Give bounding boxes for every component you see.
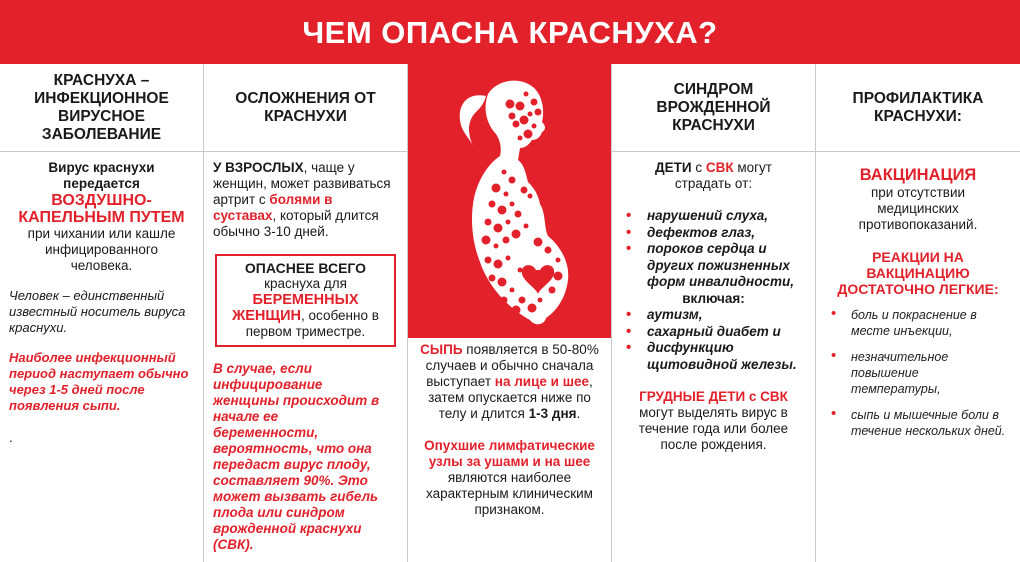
rash-dot bbox=[518, 136, 523, 141]
rash-dot bbox=[498, 278, 507, 287]
rash-spread: , затем опускается ниже по телу и длится bbox=[428, 374, 593, 421]
rash-dot bbox=[509, 113, 516, 120]
rash-dot bbox=[489, 201, 496, 208]
rash-dot bbox=[513, 121, 520, 128]
crs-intro bbox=[621, 160, 806, 192]
reactions-list bbox=[825, 307, 1011, 439]
transmission-text bbox=[9, 160, 194, 274]
transmission-details: при чихании или кашле инфицированного человека. bbox=[27, 226, 176, 273]
rash-dot bbox=[510, 288, 515, 293]
rash-label: СЫПЬ bbox=[420, 342, 463, 357]
crs-symptoms-list bbox=[621, 208, 806, 373]
warning-title: ОПАСНЕЕ ВСЕГО bbox=[244, 260, 367, 276]
rash-dot bbox=[494, 244, 499, 249]
crs-abbr: СВК bbox=[705, 160, 734, 175]
column-illustration bbox=[408, 64, 612, 562]
pregnancy-warning-box bbox=[215, 254, 396, 347]
rash-dot bbox=[498, 206, 507, 215]
rash-dot bbox=[506, 256, 511, 261]
face-neck: на лице и шее bbox=[494, 374, 589, 389]
rash-text bbox=[416, 342, 603, 422]
column-header: ОСЛОЖНЕНИЯ ОТ КРАСНУХИ bbox=[204, 64, 407, 152]
column-infection bbox=[0, 64, 204, 562]
trailing-dot: . bbox=[9, 430, 13, 445]
illustration-panel bbox=[408, 64, 611, 338]
arthritis-text: , чаще у женщин, может развиваться артрит с bbox=[213, 160, 391, 207]
airborne-route: ВОЗДУШНО-КАПЕЛЬНЫМ ПУТЕМ bbox=[18, 192, 185, 226]
column-header: КРАСНУХА – ИНФЕКЦИОННОЕ ВИРУСНОЕ ЗАБОЛЕВАНИЕ bbox=[0, 64, 203, 152]
rash-dot bbox=[494, 224, 503, 233]
rash-dot bbox=[506, 220, 511, 225]
list-item: • сыпь и мышечные боли в течение нескольких дней. bbox=[831, 405, 1006, 438]
list-item: • аутизм, bbox=[626, 306, 703, 323]
rash-dot bbox=[554, 272, 563, 281]
rash-dot bbox=[482, 236, 491, 245]
with-label: с bbox=[691, 160, 706, 175]
rash-dot bbox=[534, 238, 543, 247]
rash-dot bbox=[528, 194, 533, 199]
rash-dot bbox=[521, 187, 528, 194]
rash-duration: 1-3 дня bbox=[528, 406, 577, 421]
column-prevention bbox=[816, 64, 1020, 562]
rash-dot bbox=[549, 287, 556, 294]
rash-dot bbox=[485, 219, 492, 226]
rash-dot bbox=[528, 304, 537, 313]
rash-dot bbox=[510, 202, 515, 207]
pregnant-women: БЕРЕМЕННЫХ ЖЕНЩИН bbox=[232, 292, 359, 324]
warning-intro: краснуха для bbox=[264, 276, 347, 291]
rash-dot bbox=[519, 297, 526, 304]
list-item: • пороков сердца и других пожизненных форм инвалидности, включая: bbox=[621, 241, 806, 307]
rash-dot bbox=[520, 116, 529, 125]
rash-dot bbox=[524, 224, 529, 229]
list-item: • дефектов глаз, bbox=[626, 223, 756, 241]
list-item: • боль и покраснение в месте инъекции, bbox=[831, 305, 977, 338]
rash-dot bbox=[535, 109, 542, 116]
column-header: СИНДРОМ ВРОЖДЕННОЙ КРАСНУХИ bbox=[612, 64, 815, 152]
infants-shedding: могут выделять вирус в течение года или более после рождения. bbox=[638, 405, 789, 452]
first-trimester: , особенно в первом триместре. bbox=[245, 308, 379, 339]
adult-complications bbox=[213, 160, 398, 240]
children-label: ДЕТИ bbox=[655, 160, 692, 175]
column-crs bbox=[612, 64, 816, 562]
rash-dot bbox=[531, 99, 538, 106]
lymph-nodes: Опухшие лимфатические узлы за ушами и на шее bbox=[424, 438, 595, 469]
rash-dot bbox=[538, 298, 543, 303]
rash-dot bbox=[556, 258, 561, 263]
vaccination-label: ВАКЦИНАЦИЯ bbox=[859, 166, 977, 184]
rash-dot bbox=[509, 177, 516, 184]
infants-label: ГРУДНЫЕ ДЕТИ с СВК bbox=[639, 389, 788, 404]
rash-dot bbox=[516, 102, 525, 111]
vaccination-text bbox=[825, 166, 1011, 233]
list-item: • незначительное повышение температуры, bbox=[831, 347, 949, 396]
rash-dot bbox=[512, 230, 521, 239]
column-header: ПРОФИЛАКТИКА КРАСНУХИ: bbox=[816, 64, 1020, 152]
list-item: • нарушений слуха, bbox=[626, 207, 768, 224]
adults-label: У ВЗРОСЛЫХ bbox=[213, 160, 304, 175]
rash-dot bbox=[515, 211, 522, 218]
rash-dot bbox=[502, 170, 507, 175]
rash-incidence: появляется в 50-80% случаев и обычно сначала выступает bbox=[425, 342, 599, 389]
rash-dot bbox=[512, 306, 521, 315]
rash-period: . bbox=[576, 406, 581, 421]
carrier-note: Человек – единственный известный носитель вируса краснухи. bbox=[9, 288, 186, 335]
suffer-from: могут страдать от: bbox=[674, 160, 772, 191]
rash-dot bbox=[545, 247, 552, 254]
rash-dot bbox=[524, 130, 533, 139]
joint-pain: болями в суставах bbox=[213, 192, 333, 223]
rash-dot bbox=[489, 275, 496, 282]
rash-dot bbox=[524, 92, 529, 97]
rash-dot bbox=[503, 237, 510, 244]
lymph-text bbox=[416, 438, 603, 518]
rash-dot bbox=[485, 257, 492, 264]
column-complications bbox=[204, 64, 408, 562]
duration-text: , который длится обычно 3-10 дней. bbox=[213, 208, 379, 239]
pregnant-woman-rash-icon bbox=[408, 64, 611, 338]
vaccination-note: при отсутствии медицинских противопоказаний. bbox=[858, 185, 978, 232]
rash-dot bbox=[504, 192, 509, 197]
infectious-period: Наиболее инфекционный период наступает обычно через 1-5 дней после появления сыпи. bbox=[9, 350, 189, 413]
infants-text bbox=[621, 389, 806, 453]
including-label: включая: bbox=[682, 290, 745, 306]
rash-dot bbox=[528, 112, 533, 117]
rash-dot bbox=[532, 124, 537, 129]
lymph-sign: являются наиболее характерным клиническим признаком. bbox=[426, 470, 593, 517]
rash-dot bbox=[494, 260, 503, 269]
rash-dot bbox=[501, 297, 508, 304]
list-item: • сахарный диабет и bbox=[626, 322, 781, 340]
list-item: • дисфункцию щитовидной железы. bbox=[626, 339, 797, 372]
page-title: ЧЕМ ОПАСНА КРАСНУХА? bbox=[0, 0, 1020, 64]
rash-dot bbox=[518, 268, 523, 273]
rash-dot bbox=[506, 100, 515, 109]
transmission-intro: Вирус краснухи передается bbox=[48, 160, 155, 191]
fetal-risk: В случае, если инфицирование женщины происходит в начале ее беременности, вероятность, что она передаст вирус плоду, составляет 90%. Это может вызвать гибель плода или синдром врожденной краснухи (СВК). bbox=[213, 361, 380, 552]
rash-dot bbox=[492, 184, 501, 193]
reactions-title: РЕАКЦИИ НА ВАКЦИНАЦИЮ ДОСТАТОЧНО ЛЕГКИЕ: bbox=[837, 249, 999, 297]
